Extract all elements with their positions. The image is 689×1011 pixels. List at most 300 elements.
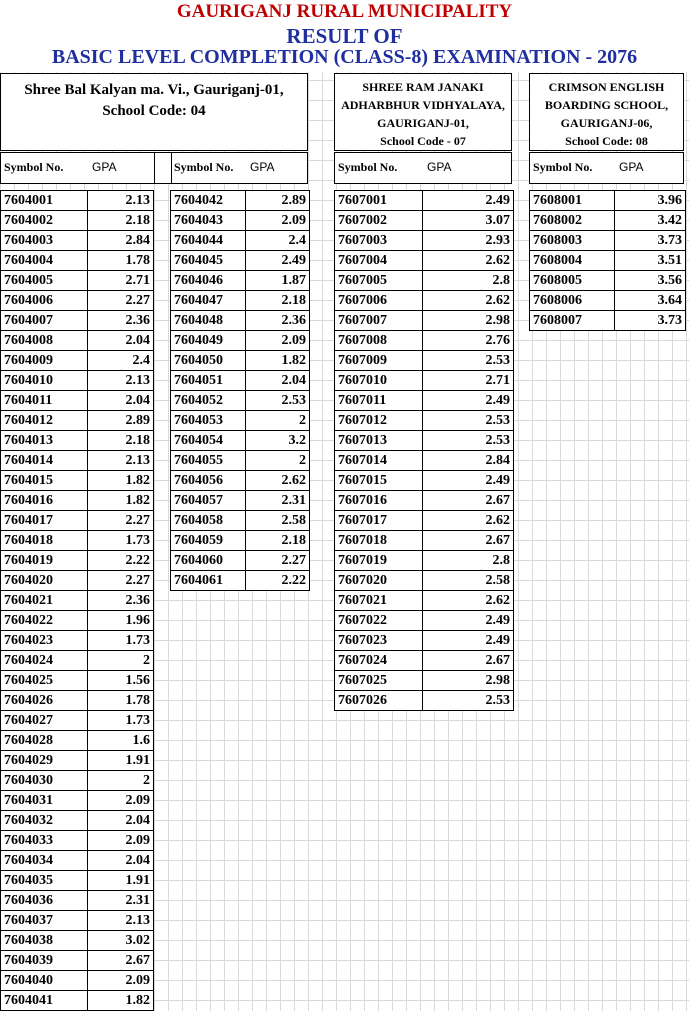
table-row: [530, 191, 685, 211]
gpa-value: 2.27: [281, 553, 306, 568]
symbol-number: 7607024: [338, 653, 387, 668]
gpa-value: 2.09: [125, 833, 150, 848]
school-04-name: Shree Bal Kalyan ma. Vi., Gauriganj-01, School Code: 04: [0, 73, 308, 151]
gpa-value: 2.36: [125, 313, 150, 328]
symbol-number: 7604052: [174, 393, 223, 408]
table-row: [171, 351, 309, 371]
title-block: [0, 0, 689, 72]
gpa-value: 2.49: [485, 193, 510, 208]
table-row: [335, 391, 513, 411]
table-row: [1, 331, 153, 351]
gpa-value: 1.82: [281, 353, 306, 368]
gpa-value: 2.36: [125, 593, 150, 608]
gpa-value: 1.78: [125, 693, 150, 708]
gpa-value: 2.09: [281, 213, 306, 228]
gpa-value: 2.31: [125, 893, 150, 908]
table-row: [171, 211, 309, 231]
symbol-number: 7604058: [174, 513, 223, 528]
gpa-value: 2.89: [281, 193, 306, 208]
table-row: [1, 391, 153, 411]
gpa-value: 2.8: [492, 553, 510, 568]
symbol-number: 7604022: [4, 613, 53, 628]
table-row: [335, 591, 513, 611]
gpa-value: 2.62: [281, 473, 306, 488]
table-row: [1, 371, 153, 391]
exam-title: BASIC LEVEL COMPLETION (CLASS-8) EXAMINATION - 2076: [51, 46, 638, 68]
table-row: [171, 551, 309, 571]
gpa-value: 1.6: [132, 733, 150, 748]
gpa-value: 1.87: [281, 273, 306, 288]
symbol-number: 7604025: [4, 673, 53, 688]
symbol-number: 7607013: [338, 433, 387, 448]
table-row: [1, 951, 153, 971]
gpa-value: 3.51: [657, 253, 682, 268]
symbol-number: 7604012: [4, 413, 53, 428]
symbol-number: 7604031: [4, 793, 53, 808]
symbol-number: 7604060: [174, 553, 223, 568]
symbol-number: 7604026: [4, 693, 53, 708]
symbol-number: 7607025: [338, 673, 387, 688]
gpa-value: 2.31: [281, 493, 306, 508]
symbol-number: 7604040: [4, 973, 53, 988]
gpa-value: 2.09: [125, 793, 150, 808]
school-07-name: SHREE RAM JANAKI ADHARBHUR VIDHYALAYA, GAURIGANJ-01, School Code - 07: [334, 73, 512, 151]
symbol-number: 7608002: [533, 213, 582, 228]
symbol-number: 7607011: [338, 393, 387, 408]
table-row: [1, 291, 153, 311]
table-row: [335, 671, 513, 691]
symbol-number: 7604015: [4, 473, 53, 488]
table-row: [335, 291, 513, 311]
symbol-number: 7604017: [4, 513, 53, 528]
gpa-header: GPA: [92, 160, 117, 174]
table-row: [171, 291, 309, 311]
table-row: [1, 311, 153, 331]
table-row: [335, 531, 513, 551]
gpa-value: 2.49: [485, 613, 510, 628]
table-row: [171, 411, 309, 431]
table-row: [1, 451, 153, 471]
table-row: [335, 411, 513, 431]
table-row: [171, 371, 309, 391]
gpa-value: 3.56: [657, 273, 682, 288]
table-row: [1, 651, 153, 671]
gpa-value: 1.96: [125, 613, 150, 628]
symbol-number: 7608003: [533, 233, 582, 248]
gpa-value: 2.58: [485, 573, 510, 588]
symbol-number: 7604037: [4, 913, 53, 928]
gpa-value: 2.22: [281, 573, 306, 588]
table-row: [335, 551, 513, 571]
symbol-number: 7604032: [4, 813, 53, 828]
gpa-value: 2.93: [485, 233, 510, 248]
table-row: [1, 971, 153, 991]
gpa-value: 2.36: [281, 313, 306, 328]
column-header: [529, 152, 684, 184]
table-row: [335, 651, 513, 671]
table-row: [335, 271, 513, 291]
symbol-number: 7604049: [174, 333, 223, 348]
symbol-number: 7607010: [338, 373, 387, 388]
gpa-value: 2.67: [485, 533, 510, 548]
symbol-number: 7604001: [4, 193, 53, 208]
table-row: [335, 511, 513, 531]
gpa-value: 2.53: [485, 413, 510, 428]
table-row: [335, 371, 513, 391]
gpa-value: 3.2: [288, 433, 306, 448]
table-row: [1, 771, 153, 791]
gpa-value: 2: [299, 453, 306, 468]
symbol-number: 7604042: [174, 193, 223, 208]
table-row: [1, 411, 153, 431]
table-row: [171, 491, 309, 511]
table-row: [530, 291, 685, 311]
symbol-number: 7604056: [174, 473, 223, 488]
symbol-number: 7604038: [4, 933, 53, 948]
symbol-number: 7604034: [4, 853, 53, 868]
school-04-table-a: [0, 190, 154, 1011]
table-row: [1, 791, 153, 811]
gpa-value: 2.49: [281, 253, 306, 268]
table-row: [1, 471, 153, 491]
gpa-value: 2.27: [125, 573, 150, 588]
gpa-value: 2.76: [485, 333, 510, 348]
gpa-value: 2.84: [125, 233, 150, 248]
table-row: [1, 931, 153, 951]
table-row: [530, 271, 685, 291]
symbol-number: 7604007: [4, 313, 53, 328]
table-row: [1, 511, 153, 531]
school-08-name: CRIMSON ENGLISH BOARDING SCHOOL, GAURIGANJ-06, School Code: 08: [529, 73, 684, 151]
gpa-value: 2: [299, 413, 306, 428]
table-row: [1, 191, 153, 211]
symbol-number: 7608006: [533, 293, 582, 308]
symbol-number: 7604054: [174, 433, 223, 448]
table-row: [530, 251, 685, 271]
gpa-value: 2.53: [281, 393, 306, 408]
symbol-number: 7604050: [174, 353, 223, 368]
table-row: [1, 811, 153, 831]
symbol-number: 7607008: [338, 333, 387, 348]
table-row: [1, 831, 153, 851]
symbol-number: 7604011: [4, 393, 53, 408]
symbol-number: 7607001: [338, 193, 387, 208]
symbol-number: 7607026: [338, 693, 387, 708]
symbol-number: 7607004: [338, 253, 387, 268]
gpa-value: 3.02: [125, 933, 150, 948]
gpa-value: 2.58: [281, 513, 306, 528]
gpa-value: 1.73: [125, 533, 150, 548]
gpa-value: 2.04: [125, 853, 150, 868]
table-row: [335, 311, 513, 331]
symbol-number: 7604044: [174, 233, 223, 248]
symbol-number: 7604018: [4, 533, 53, 548]
gpa-value: 1.82: [125, 473, 150, 488]
symbol-number: 7604035: [4, 873, 53, 888]
table-row: [335, 211, 513, 231]
symbol-number: 7607021: [338, 593, 387, 608]
gpa-value: 2.04: [125, 333, 150, 348]
symbol-number: 7608001: [533, 193, 582, 208]
symbol-number: 7607017: [338, 513, 387, 528]
symbol-number: 7607023: [338, 633, 387, 648]
gpa-value: 2.13: [125, 373, 150, 388]
gpa-header: GPA: [427, 160, 452, 174]
symbol-number: 7604005: [4, 273, 53, 288]
table-row: [1, 691, 153, 711]
symbol-number: 7607009: [338, 353, 387, 368]
column-header: [0, 152, 308, 184]
gpa-value: 2.8: [492, 273, 510, 288]
symbol-number: 7607018: [338, 533, 387, 548]
symbol-number: 7604059: [174, 533, 223, 548]
symbol-number: 7604057: [174, 493, 223, 508]
gpa-value: 3.73: [657, 313, 682, 328]
symbol-number: 7607002: [338, 213, 387, 228]
table-row: [171, 531, 309, 551]
table-row: [1, 551, 153, 571]
symbol-number: 7608004: [533, 253, 582, 268]
symbol-header: Symbol No.: [338, 160, 398, 174]
symbol-number: 7607007: [338, 313, 387, 328]
symbol-number: 7604020: [4, 573, 53, 588]
symbol-number: 7607016: [338, 493, 387, 508]
symbol-header: Symbol No.: [4, 160, 64, 174]
table-row: [1, 491, 153, 511]
table-row: [335, 611, 513, 631]
table-row: [335, 451, 513, 471]
symbol-number: 7604043: [174, 213, 223, 228]
gpa-value: 2.62: [485, 513, 510, 528]
symbol-number: 7604023: [4, 633, 53, 648]
gpa-value: 1.78: [125, 253, 150, 268]
gpa-value: 2.89: [125, 413, 150, 428]
gpa-value: 2.49: [485, 633, 510, 648]
table-row: [1, 211, 153, 231]
gpa-value: 1.82: [125, 493, 150, 508]
gpa-value: 3.64: [657, 293, 682, 308]
gpa-value: 2.04: [125, 813, 150, 828]
gpa-value: 1.91: [125, 873, 150, 888]
gpa-value: 2.13: [125, 193, 150, 208]
symbol-number: 7607012: [338, 413, 387, 428]
table-row: [1, 251, 153, 271]
symbol-number: 7604014: [4, 453, 53, 468]
table-row: [1, 571, 153, 591]
gpa-value: 2: [143, 653, 150, 668]
school-08-table: [529, 190, 686, 331]
gpa-value: 2.04: [281, 373, 306, 388]
column-header: [334, 152, 512, 184]
symbol-number: 7604030: [4, 773, 53, 788]
gpa-value: 2.98: [485, 313, 510, 328]
gpa-value: 2.22: [125, 553, 150, 568]
symbol-number: 7604013: [4, 433, 53, 448]
symbol-number: 7607020: [338, 573, 387, 588]
gpa-value: 2.18: [281, 533, 306, 548]
gpa-value: 2.98: [485, 673, 510, 688]
table-row: [1, 531, 153, 551]
symbol-number: 7604008: [4, 333, 53, 348]
table-row: [171, 331, 309, 351]
symbol-number: 7604041: [4, 993, 53, 1008]
symbol-number: 7607005: [338, 273, 387, 288]
gpa-value: 1.73: [125, 633, 150, 648]
gpa-value: 1.73: [125, 713, 150, 728]
gpa-header: GPA: [619, 160, 644, 174]
table-row: [335, 251, 513, 271]
gpa-value: 2.53: [485, 353, 510, 368]
symbol-number: 7604002: [4, 213, 53, 228]
table-row: [1, 431, 153, 451]
gpa-value: 2.49: [485, 393, 510, 408]
table-row: [1, 851, 153, 871]
symbol-header: Symbol No.: [533, 160, 593, 174]
table-row: [1, 591, 153, 611]
table-row: [1, 911, 153, 931]
gpa-value: 2.62: [485, 293, 510, 308]
symbol-number: 7604061: [174, 573, 223, 588]
symbol-number: 7607022: [338, 613, 387, 628]
symbol-number: 7607003: [338, 233, 387, 248]
table-row: [1, 991, 153, 1011]
symbol-number: 7604027: [4, 713, 53, 728]
gpa-value: 3.73: [657, 233, 682, 248]
table-row: [335, 631, 513, 651]
gpa-value: 2.71: [125, 273, 150, 288]
table-row: [335, 351, 513, 371]
table-row: [1, 891, 153, 911]
symbol-number: 7604003: [4, 233, 53, 248]
gpa-value: 2.18: [125, 433, 150, 448]
symbol-header: Symbol No.: [174, 160, 234, 174]
gpa-value: 2.62: [485, 593, 510, 608]
symbol-number: 7604051: [174, 373, 223, 388]
symbol-number: 7604036: [4, 893, 53, 908]
table-row: [1, 751, 153, 771]
table-row: [335, 491, 513, 511]
gpa-value: 3.07: [485, 213, 510, 228]
gpa-value: 2.62: [485, 253, 510, 268]
gpa-value: 2.67: [125, 953, 150, 968]
table-row: [1, 671, 153, 691]
symbol-number: 7604053: [174, 413, 223, 428]
symbol-number: 7608007: [533, 313, 582, 328]
table-row: [1, 631, 153, 651]
symbol-number: 7604010: [4, 373, 53, 388]
gpa-value: 2.27: [125, 293, 150, 308]
symbol-number: 7607015: [338, 473, 387, 488]
table-row: [335, 571, 513, 591]
table-row: [1, 871, 153, 891]
school-04-table-b: [170, 190, 310, 591]
table-row: [335, 431, 513, 451]
gpa-value: 2.4: [132, 353, 150, 368]
table-row: [171, 251, 309, 271]
gpa-value: 2.13: [125, 453, 150, 468]
gpa-value: 2.09: [125, 973, 150, 988]
symbol-number: 7604028: [4, 733, 53, 748]
table-row: [1, 611, 153, 631]
symbol-number: 7608005: [533, 273, 582, 288]
symbol-number: 7604004: [4, 253, 53, 268]
symbol-number: 7604021: [4, 593, 53, 608]
symbol-number: 7604016: [4, 493, 53, 508]
gpa-value: 2.27: [125, 513, 150, 528]
table-row: [1, 731, 153, 751]
gpa-value: 2.09: [281, 333, 306, 348]
gpa-value: 3.42: [657, 213, 682, 228]
table-row: [335, 331, 513, 351]
gpa-value: 2.53: [485, 693, 510, 708]
school-07-table: [334, 190, 514, 711]
gpa-value: 1.91: [125, 753, 150, 768]
table-row: [171, 571, 309, 591]
table-row: [171, 231, 309, 251]
gpa-value: 2.04: [125, 393, 150, 408]
gpa-value: 1.56: [125, 673, 150, 688]
table-row: [171, 431, 309, 451]
gpa-value: 2.18: [281, 293, 306, 308]
table-row: [1, 271, 153, 291]
symbol-number: 7604055: [174, 453, 223, 468]
gpa-value: 3.96: [657, 193, 682, 208]
gpa-value: 2.13: [125, 913, 150, 928]
table-row: [530, 311, 685, 331]
symbol-number: 7604039: [4, 953, 53, 968]
table-row: [335, 191, 513, 211]
table-row: [171, 271, 309, 291]
table-row: [171, 511, 309, 531]
gpa-value: 1.82: [125, 993, 150, 1008]
table-row: [530, 231, 685, 251]
symbol-number: 7604019: [4, 553, 53, 568]
municipality-title: GAURIGANJ RURAL MUNICIPALITY: [176, 1, 513, 22]
symbol-number: 7604009: [4, 353, 53, 368]
gpa-value: 2.67: [485, 653, 510, 668]
table-row: [171, 391, 309, 411]
gpa-header: GPA: [250, 160, 275, 174]
symbol-number: 7607014: [338, 453, 387, 468]
gpa-value: 2.71: [485, 373, 510, 388]
symbol-number: 7607019: [338, 553, 387, 568]
symbol-number: 7604024: [4, 653, 53, 668]
table-row: [530, 211, 685, 231]
table-row: [171, 191, 309, 211]
table-row: [335, 231, 513, 251]
symbol-number: 7604006: [4, 293, 53, 308]
symbol-number: 7604046: [174, 273, 223, 288]
symbol-number: 7604033: [4, 833, 53, 848]
symbol-number: 7604045: [174, 253, 223, 268]
table-row: [335, 471, 513, 491]
gpa-value: 2.4: [288, 233, 306, 248]
symbol-number: 7604029: [4, 753, 53, 768]
table-row: [1, 231, 153, 251]
table-row: [171, 451, 309, 471]
gpa-value: 2.49: [485, 473, 510, 488]
table-row: [171, 471, 309, 491]
gpa-value: 2: [143, 773, 150, 788]
table-row: [1, 351, 153, 371]
gpa-value: 2.84: [485, 453, 510, 468]
symbol-number: 7604048: [174, 313, 223, 328]
table-row: [335, 691, 513, 711]
symbol-number: 7607006: [338, 293, 387, 308]
gpa-value: 2.67: [485, 493, 510, 508]
result-of-title: RESULT OF: [286, 24, 403, 48]
table-row: [171, 311, 309, 331]
